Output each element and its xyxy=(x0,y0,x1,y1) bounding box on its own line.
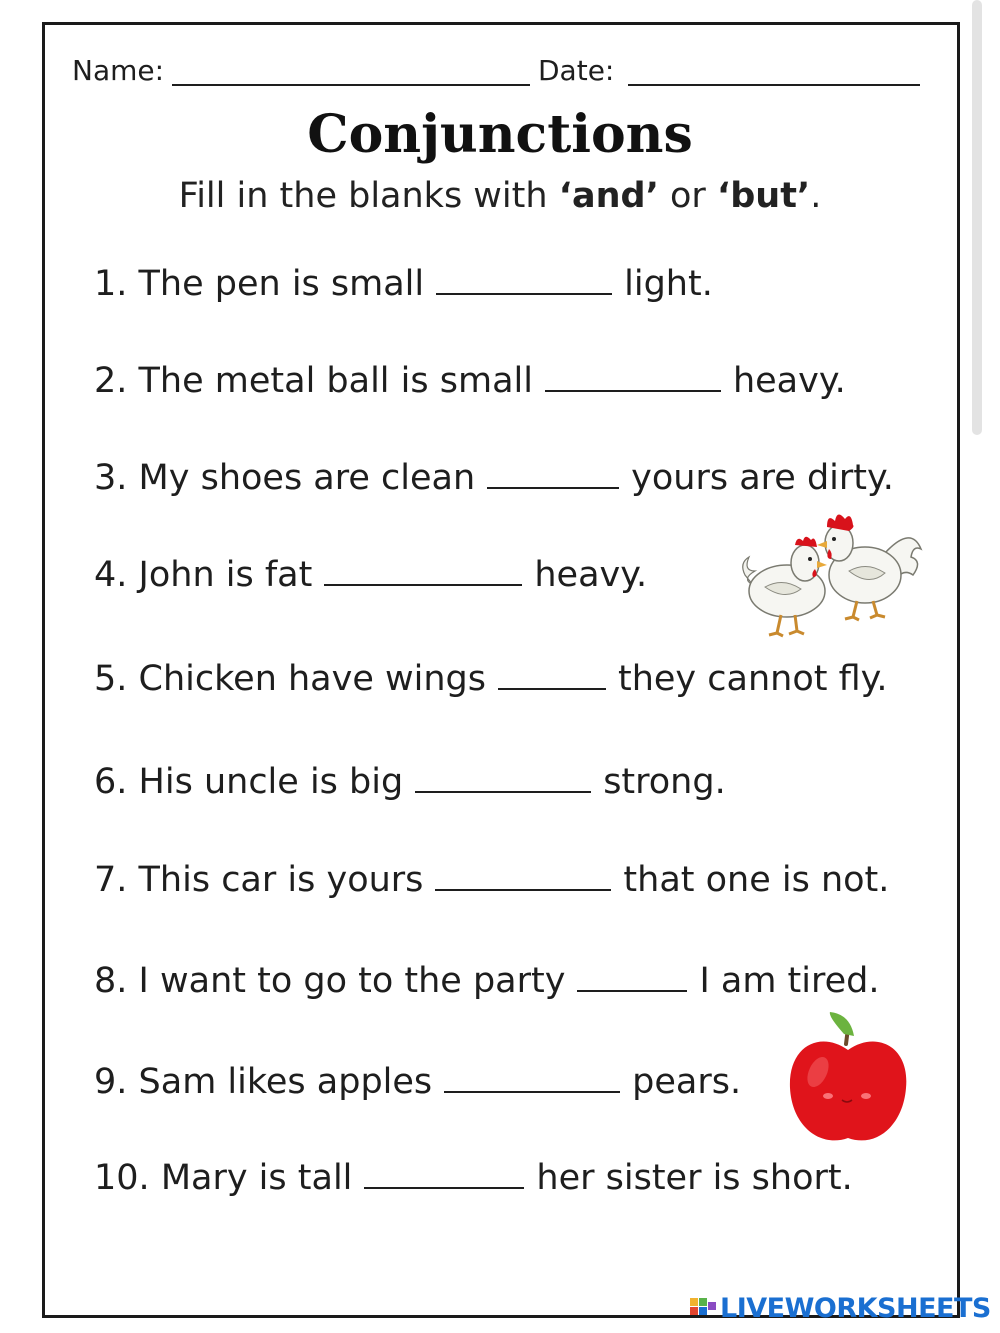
question-text-after: light. xyxy=(624,264,713,304)
question-text-before: The metal ball is small xyxy=(138,361,533,401)
instruction-prefix: Fill in the blanks with xyxy=(178,176,559,216)
question-1 xyxy=(94,264,713,304)
question-text-before: Sam likes apples xyxy=(138,1062,433,1102)
question-number: 1. xyxy=(94,264,128,304)
question-number: 3. xyxy=(94,458,128,498)
question-text-before: Chicken have wings xyxy=(138,659,486,699)
hen-left xyxy=(743,537,827,636)
liveworksheets-logo-text: LIVEWORKSHEETS xyxy=(720,1293,991,1324)
rooster-right xyxy=(817,514,921,620)
name-blank[interactable] xyxy=(172,54,530,86)
answer-blank-10[interactable] xyxy=(364,1161,524,1189)
answer-blank-8[interactable] xyxy=(577,964,687,992)
question-6 xyxy=(94,762,726,802)
instruction-suffix: . xyxy=(810,176,822,216)
scrollbar-thumb[interactable] xyxy=(972,0,982,435)
question-text-after: strong. xyxy=(603,762,726,802)
question-text-after: they cannot fly. xyxy=(617,659,888,699)
apple-illustration xyxy=(784,1010,912,1150)
question-text-after: heavy. xyxy=(534,555,648,595)
question-text-after: that one is not. xyxy=(623,860,890,900)
question-text-before: Mary is tall xyxy=(160,1158,353,1198)
liveworksheets-logo-icon xyxy=(690,1298,716,1320)
answer-blank-2[interactable] xyxy=(545,364,721,392)
question-4 xyxy=(94,555,647,595)
question-text-before: John is fat xyxy=(138,555,313,595)
question-text-before: The pen is small xyxy=(138,264,425,304)
question-7 xyxy=(94,860,889,900)
answer-blank-9[interactable] xyxy=(444,1065,620,1093)
chickens-illustration xyxy=(735,505,925,640)
question-text-before: His uncle is big xyxy=(138,762,404,802)
question-text-before: I want to go to the party xyxy=(138,961,566,1001)
answer-blank-4[interactable] xyxy=(324,558,522,586)
question-text-after: I am tired. xyxy=(699,961,880,1001)
question-number: 4. xyxy=(94,555,128,595)
answer-blank-6[interactable] xyxy=(415,765,591,793)
instruction xyxy=(0,176,1000,216)
question-number: 6. xyxy=(94,762,128,802)
question-text-before: My shoes are clean xyxy=(138,458,476,498)
answer-blank-1[interactable] xyxy=(436,267,612,295)
question-8 xyxy=(94,961,880,1001)
question-number: 10. xyxy=(94,1158,150,1198)
question-3 xyxy=(94,458,894,498)
question-5 xyxy=(94,659,887,699)
question-text-before: This car is yours xyxy=(138,860,424,900)
date-blank[interactable] xyxy=(628,54,920,86)
instruction-middle: or xyxy=(658,176,717,216)
name-label: Name: xyxy=(72,54,165,87)
question-text-after: heavy. xyxy=(732,361,846,401)
question-number: 7. xyxy=(94,860,128,900)
question-text-after: pears. xyxy=(632,1062,742,1102)
answer-blank-5[interactable] xyxy=(498,662,606,690)
question-text-after: yours are dirty. xyxy=(631,458,894,498)
answer-blank-3[interactable] xyxy=(487,461,619,489)
liveworksheets-logo[interactable] xyxy=(690,1294,991,1324)
question-number: 2. xyxy=(94,361,128,401)
question-9 xyxy=(94,1062,741,1102)
question-text-after: her sister is short. xyxy=(536,1158,853,1198)
page-title: Conjunctions xyxy=(307,104,693,165)
question-2 xyxy=(94,361,846,401)
instruction-word-but: ‘but’ xyxy=(716,176,811,216)
answer-blank-7[interactable] xyxy=(435,863,611,891)
question-10 xyxy=(94,1158,853,1198)
date-label: Date: xyxy=(538,54,615,87)
question-number: 9. xyxy=(94,1062,128,1102)
question-number: 8. xyxy=(94,961,128,1001)
question-number: 5. xyxy=(94,659,128,699)
instruction-word-and: ‘and’ xyxy=(558,176,659,216)
